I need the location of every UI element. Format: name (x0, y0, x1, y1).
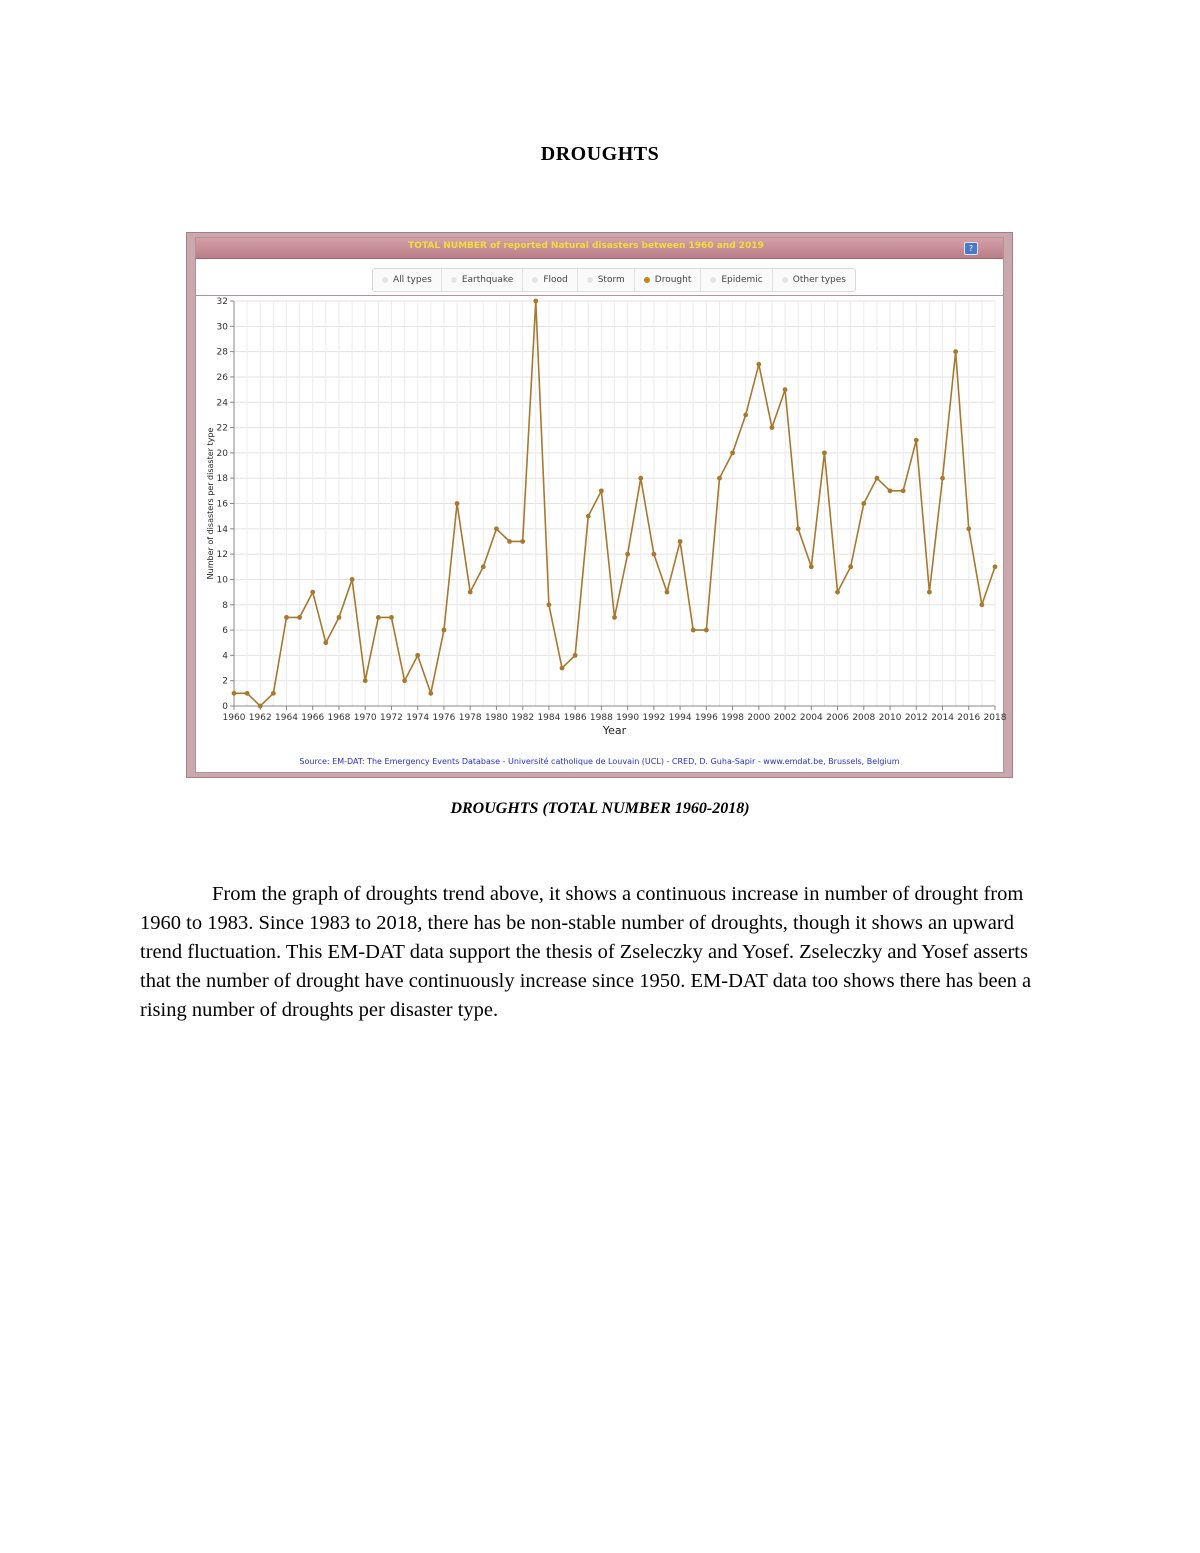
y-tick-label: 30 (216, 322, 228, 333)
drought-data-point (402, 678, 407, 683)
filter-radio-icon (382, 277, 388, 283)
drought-data-point (481, 564, 486, 569)
filter-radio-icon (710, 277, 716, 283)
x-tick-label: 1980 (484, 713, 508, 723)
y-tick-label: 8 (222, 600, 228, 611)
drought-data-point (245, 691, 250, 696)
drought-data-point (546, 602, 551, 607)
drought-data-point (442, 628, 447, 633)
y-tick-label: 4 (222, 651, 228, 662)
y-tick-label: 2 (222, 676, 228, 687)
x-tick-label: 1970 (353, 713, 377, 723)
drought-data-point (337, 615, 342, 620)
filter-drought[interactable] (635, 269, 702, 291)
filter-radio-icon (644, 277, 650, 283)
chart-source-text[interactable]: Source: EM-DAT: The Emergency Events Database - Université catholique de Louvain (UCL) - CRED, D. Guha-Sapir - www.emdat.be, Brussels, Belgium (299, 757, 900, 766)
chart-panel-inner (195, 237, 1007, 773)
y-axis-title: Number of disasters per disaster type (206, 427, 215, 580)
x-tick-label: 1972 (379, 713, 403, 723)
document-title: DROUGHTS (540, 143, 660, 165)
x-tick-label: 2014 (931, 713, 954, 723)
disaster-type-filter-group (372, 268, 856, 292)
chart-panel-title: TOTAL NUMBER of reported Natural disasters between 1960 and 2019 (408, 241, 764, 251)
y-tick-label: 0 (222, 702, 228, 712)
filter-radio-icon (451, 277, 457, 283)
x-axis-title: Year (602, 724, 627, 737)
drought-data-point (599, 488, 604, 493)
filter-radio-icon (587, 277, 593, 283)
drought-data-point (730, 450, 735, 455)
y-tick-label: 10 (216, 575, 228, 586)
help-icon[interactable]: ? (964, 242, 978, 255)
y-tick-label: 22 (216, 423, 228, 434)
chart-panel-header (196, 238, 1003, 259)
drought-data-point (717, 476, 722, 481)
x-tick-label: 2012 (904, 713, 928, 723)
drought-data-point (796, 526, 801, 531)
drought-data-point (901, 488, 906, 493)
drought-data-point (271, 691, 276, 696)
x-tick-label: 1968 (327, 713, 351, 723)
figure-caption: DROUGHTS (TOTAL NUMBER 1960-2018) (450, 800, 750, 817)
x-tick-label: 1988 (589, 713, 613, 723)
y-tick-label: 18 (216, 474, 228, 485)
x-tick-label: 2008 (852, 713, 876, 723)
filter-all-types[interactable] (373, 269, 442, 291)
y-tick-label: 20 (216, 448, 228, 459)
drought-data-point (704, 628, 709, 633)
body-text: From the graph of droughts trend above, it shows a continuous increase in number of drought from 1960 to 1983. Since 1983 to 2018, there has be non-stable number of droughts, though it shows an upward trend fluctuation. This EM-DAT data support the thesis of Zseleczky and Yosef. Zseleczky and Yosef asserts that the number of drought have continuously increase since 1950. EM-DAT data too shows there has been a rising number of droughts per disaster type. (140, 883, 1032, 1021)
drought-data-point (691, 628, 696, 633)
x-tick-label: 1978 (458, 713, 482, 723)
drought-data-point (363, 678, 368, 683)
drought-data-point (927, 590, 932, 595)
filter-label: Other types (792, 275, 846, 285)
x-tick-label: 2016 (957, 713, 981, 723)
drought-data-point (953, 349, 958, 354)
drought-data-point (888, 488, 893, 493)
drought-data-point (809, 564, 814, 569)
x-tick-label: 1996 (694, 713, 718, 723)
x-tick-label: 1974 (406, 713, 430, 723)
drought-data-point (770, 425, 775, 430)
x-tick-label: 1976 (432, 713, 456, 723)
drought-data-point (258, 704, 263, 709)
filter-label: Flood (543, 275, 568, 285)
y-tick-label: 32 (216, 297, 228, 307)
drought-data-point (848, 564, 853, 569)
drought-data-point (743, 413, 748, 418)
x-tick-label: 1986 (563, 713, 587, 723)
x-tick-label: 1990 (616, 713, 640, 723)
drought-data-point (468, 590, 473, 595)
drought-data-point (835, 590, 840, 595)
drought-data-point (323, 640, 328, 645)
drought-data-point (625, 552, 630, 557)
drought-data-point (573, 653, 578, 658)
filter-label: Earthquake (461, 275, 514, 285)
drought-data-point (638, 476, 643, 481)
drought-data-point (993, 564, 998, 569)
x-tick-label: 1994 (668, 713, 692, 723)
x-tick-label: 2004 (799, 713, 823, 723)
y-tick-label: 26 (216, 372, 228, 383)
drought-data-point (651, 552, 656, 557)
drought-data-point (310, 590, 315, 595)
drought-data-point (232, 691, 237, 696)
chart-panel (186, 232, 1013, 778)
y-tick-label: 6 (222, 626, 228, 637)
filter-epidemic[interactable] (701, 269, 772, 291)
drought-data-point (520, 539, 525, 544)
filter-radio-icon (532, 277, 538, 283)
disaster-type-filter-bar (196, 259, 1003, 296)
drought-data-point (861, 501, 866, 506)
drought-data-point (415, 653, 420, 658)
drought-data-point (783, 387, 788, 392)
y-tick-label: 14 (216, 524, 228, 535)
x-tick-label: 1964 (275, 713, 298, 723)
drought-data-point (756, 362, 761, 367)
x-tick-label: 1998 (721, 713, 745, 723)
filter-radio-icon (782, 277, 788, 283)
drought-data-point (560, 666, 565, 671)
drought-data-point (297, 615, 302, 620)
x-tick-label: 1962 (248, 713, 272, 723)
filter-flood[interactable] (523, 269, 577, 291)
drought-data-point (428, 691, 433, 696)
y-tick-label: 16 (216, 499, 228, 510)
drought-data-point (612, 615, 617, 620)
drought-data-point (507, 539, 512, 544)
drought-data-point (822, 450, 827, 455)
x-tick-label: 2002 (773, 713, 797, 723)
filter-label: Epidemic (721, 275, 763, 285)
drought-data-point (914, 438, 919, 443)
drought-data-point (586, 514, 591, 519)
filter-label: All types (393, 275, 432, 285)
filter-other-types[interactable] (773, 269, 855, 291)
x-tick-label: 1984 (537, 713, 561, 723)
y-tick-label: 24 (216, 398, 228, 409)
body-paragraph (140, 880, 1060, 1025)
drought-data-point (875, 476, 880, 481)
filter-label: Storm (597, 275, 625, 285)
drought-data-point (389, 615, 394, 620)
y-tick-label: 12 (216, 550, 228, 561)
x-tick-label: 1992 (642, 713, 666, 723)
x-tick-label: 2006 (826, 713, 850, 723)
x-tick-label: 2010 (878, 713, 902, 723)
x-tick-label: 2018 (983, 713, 1007, 723)
drought-data-point (665, 590, 670, 595)
drought-data-point (494, 526, 499, 531)
x-tick-label: 1982 (511, 713, 535, 723)
drought-data-point (966, 526, 971, 531)
filter-label: Drought (654, 275, 692, 285)
x-tick-label: 1966 (301, 713, 325, 723)
y-tick-label: 28 (216, 347, 228, 358)
drought-data-point (533, 299, 538, 304)
drought-data-point (376, 615, 381, 620)
x-tick-label: 2000 (747, 713, 771, 723)
drought-data-point (350, 577, 355, 582)
x-tick-label: 1960 (222, 713, 246, 723)
drought-data-point (284, 615, 289, 620)
drought-data-point (678, 539, 683, 544)
drought-data-point (455, 501, 460, 506)
filter-storm[interactable] (578, 269, 635, 291)
drought-data-point (979, 602, 984, 607)
drought-line-chart (196, 296, 1007, 756)
filter-earthquake[interactable] (442, 269, 524, 291)
drought-data-point (940, 476, 945, 481)
